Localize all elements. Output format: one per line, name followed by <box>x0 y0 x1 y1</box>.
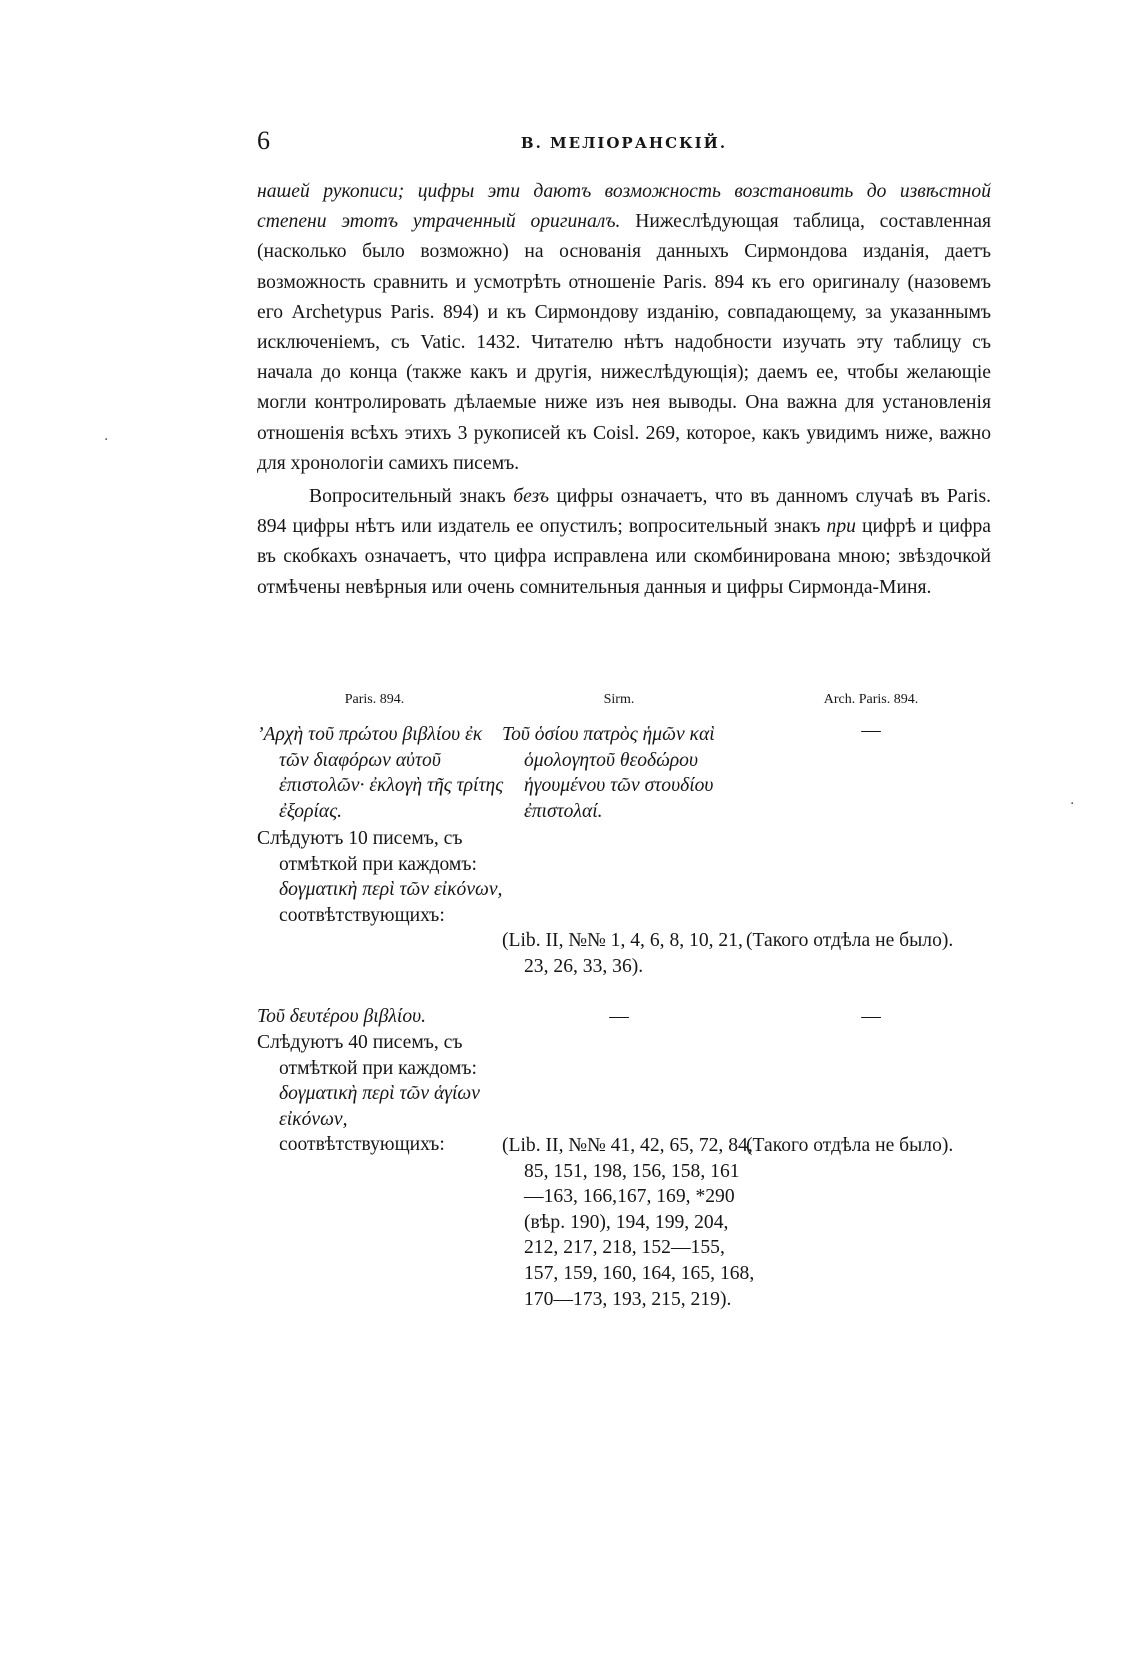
table-cell <box>257 826 514 928</box>
text-run: цифры означаетъ, что въ данномъ случаѣ въ Paris. 894 цифры нѣтъ или издатель ее опустилъ; вопросительный знакъ <box>257 486 991 538</box>
page-header <box>257 126 991 166</box>
table-cell: Τοῦ ὁσίου πατρὸς ἡμῶν καὶ ὁμολογητοῦ θεοδώρου ἡγουμένου τῶν στουδίου ἐπιστολαί. <box>502 724 715 822</box>
table-cell: Τοῦ δευτέρου βιβλίου. <box>257 1006 427 1027</box>
table-header-arch: Arch. Paris. 894. <box>823 692 919 707</box>
table-cell-dash: — <box>609 1006 629 1027</box>
text-run: Вопросительный знакъ <box>309 486 514 508</box>
table-cell-dash: — <box>861 720 881 741</box>
table-cell: (Lib. II, №№ 41, 42, 65, 72, 84, 85, 151, 198, 156, 158, 161—163, 166,167, 169, *290 (вѣр. 190), 194, 199, 204, 212, 217, 218, 152—155, 157, 159, 160, 164, 165, 168, 170—173, 193, 215, 219). <box>502 1135 755 1310</box>
table-cell-dash: — <box>861 1006 881 1027</box>
table-header-paris: Paris. 894. <box>344 692 405 707</box>
body-text <box>257 177 991 603</box>
italic-word: при <box>826 516 856 538</box>
italic-word: безъ <box>513 486 550 508</box>
text-run: Нижеслѣдующая таблица, составленная (насколько было возможно) на основанія данныхъ Сирмондова изданія, даетъ возможность сравнить и усмотрѣть отношеніе Paris. 894 къ его оригиналу (назовемъ его Archetypus Paris. 894) и къ Сирмондову изданію, совпадающему, за указаннымъ исключеніемъ, съ Vatic. 1432. Читателю нѣтъ надобности изучать эту таблицу съ начала до конца (также какъ и другія, нижеслѣдующія); даемъ ее, чтобы желающіе могли контролировать дѣлаемые ниже изъ нея выводы. Она важна для установленія отношенія всѣхъ этихъ 3 рукописей къ Coisl. 269, которое, какъ увидимъ ниже, важно для хронологіи самихъ писемъ. <box>257 211 991 474</box>
cell-text: Слѣдуютъ 40 писемъ, съ отмѣткой при каждомъ: <box>257 1032 477 1079</box>
cell-text: соотвѣтствующихъ: <box>279 904 445 926</box>
table-cell <box>257 1030 514 1158</box>
table-cell: (Lib. II, №№ 1, 4, 6, 8, 10, 21, 23, 26, 33, 36). <box>502 930 743 977</box>
running-head: В. МЕЛІОРАНСКІЙ. <box>520 134 728 152</box>
italic-phrase: нашей рукописи; цифры эти даютъ возможность возстановить до извѣстной степени этотъ утраченный оригиналъ. <box>257 181 991 233</box>
table-cell: (Такого отдѣла не было). <box>746 1135 954 1156</box>
table-header-sirm: Sirm. <box>603 692 635 707</box>
cell-text: соотвѣтствующихъ: <box>279 1134 445 1156</box>
text-run: цифрѣ и цифра въ скобкахъ означаетъ, что цифра исправлена или скомбинирована мною; звѣздочкой отмѣчены невѣрныя или очень сомнительныя данныя и цифры Сирмонда-Миня. <box>257 516 991 598</box>
table-cell: ’Αρχὴ τοῦ πρώτου βιβλίου ἐκ τῶν διαφόρων αὐτοῦ ἐπιστολῶν· ἐκλογὴ τῆς τρίτης ἐξορίας. <box>257 724 504 822</box>
cell-greek: δογματικὴ περὶ τῶν εἰκόνων, <box>279 879 503 901</box>
cell-greek: δογματικὴ περὶ τῶν ἁγίων εἰκόνων, <box>279 1083 480 1130</box>
table-cell: (Такого отдѣла не было). <box>746 930 954 951</box>
scan-speck: · <box>1070 796 1075 812</box>
scan-speck: · <box>104 432 109 448</box>
paragraph-2 <box>257 482 991 603</box>
paragraph-1 <box>257 177 991 479</box>
cell-text: Слѣдуютъ 10 писемъ, съ отмѣткой при каждомъ: <box>257 828 477 875</box>
page-number: 6 <box>257 126 270 155</box>
